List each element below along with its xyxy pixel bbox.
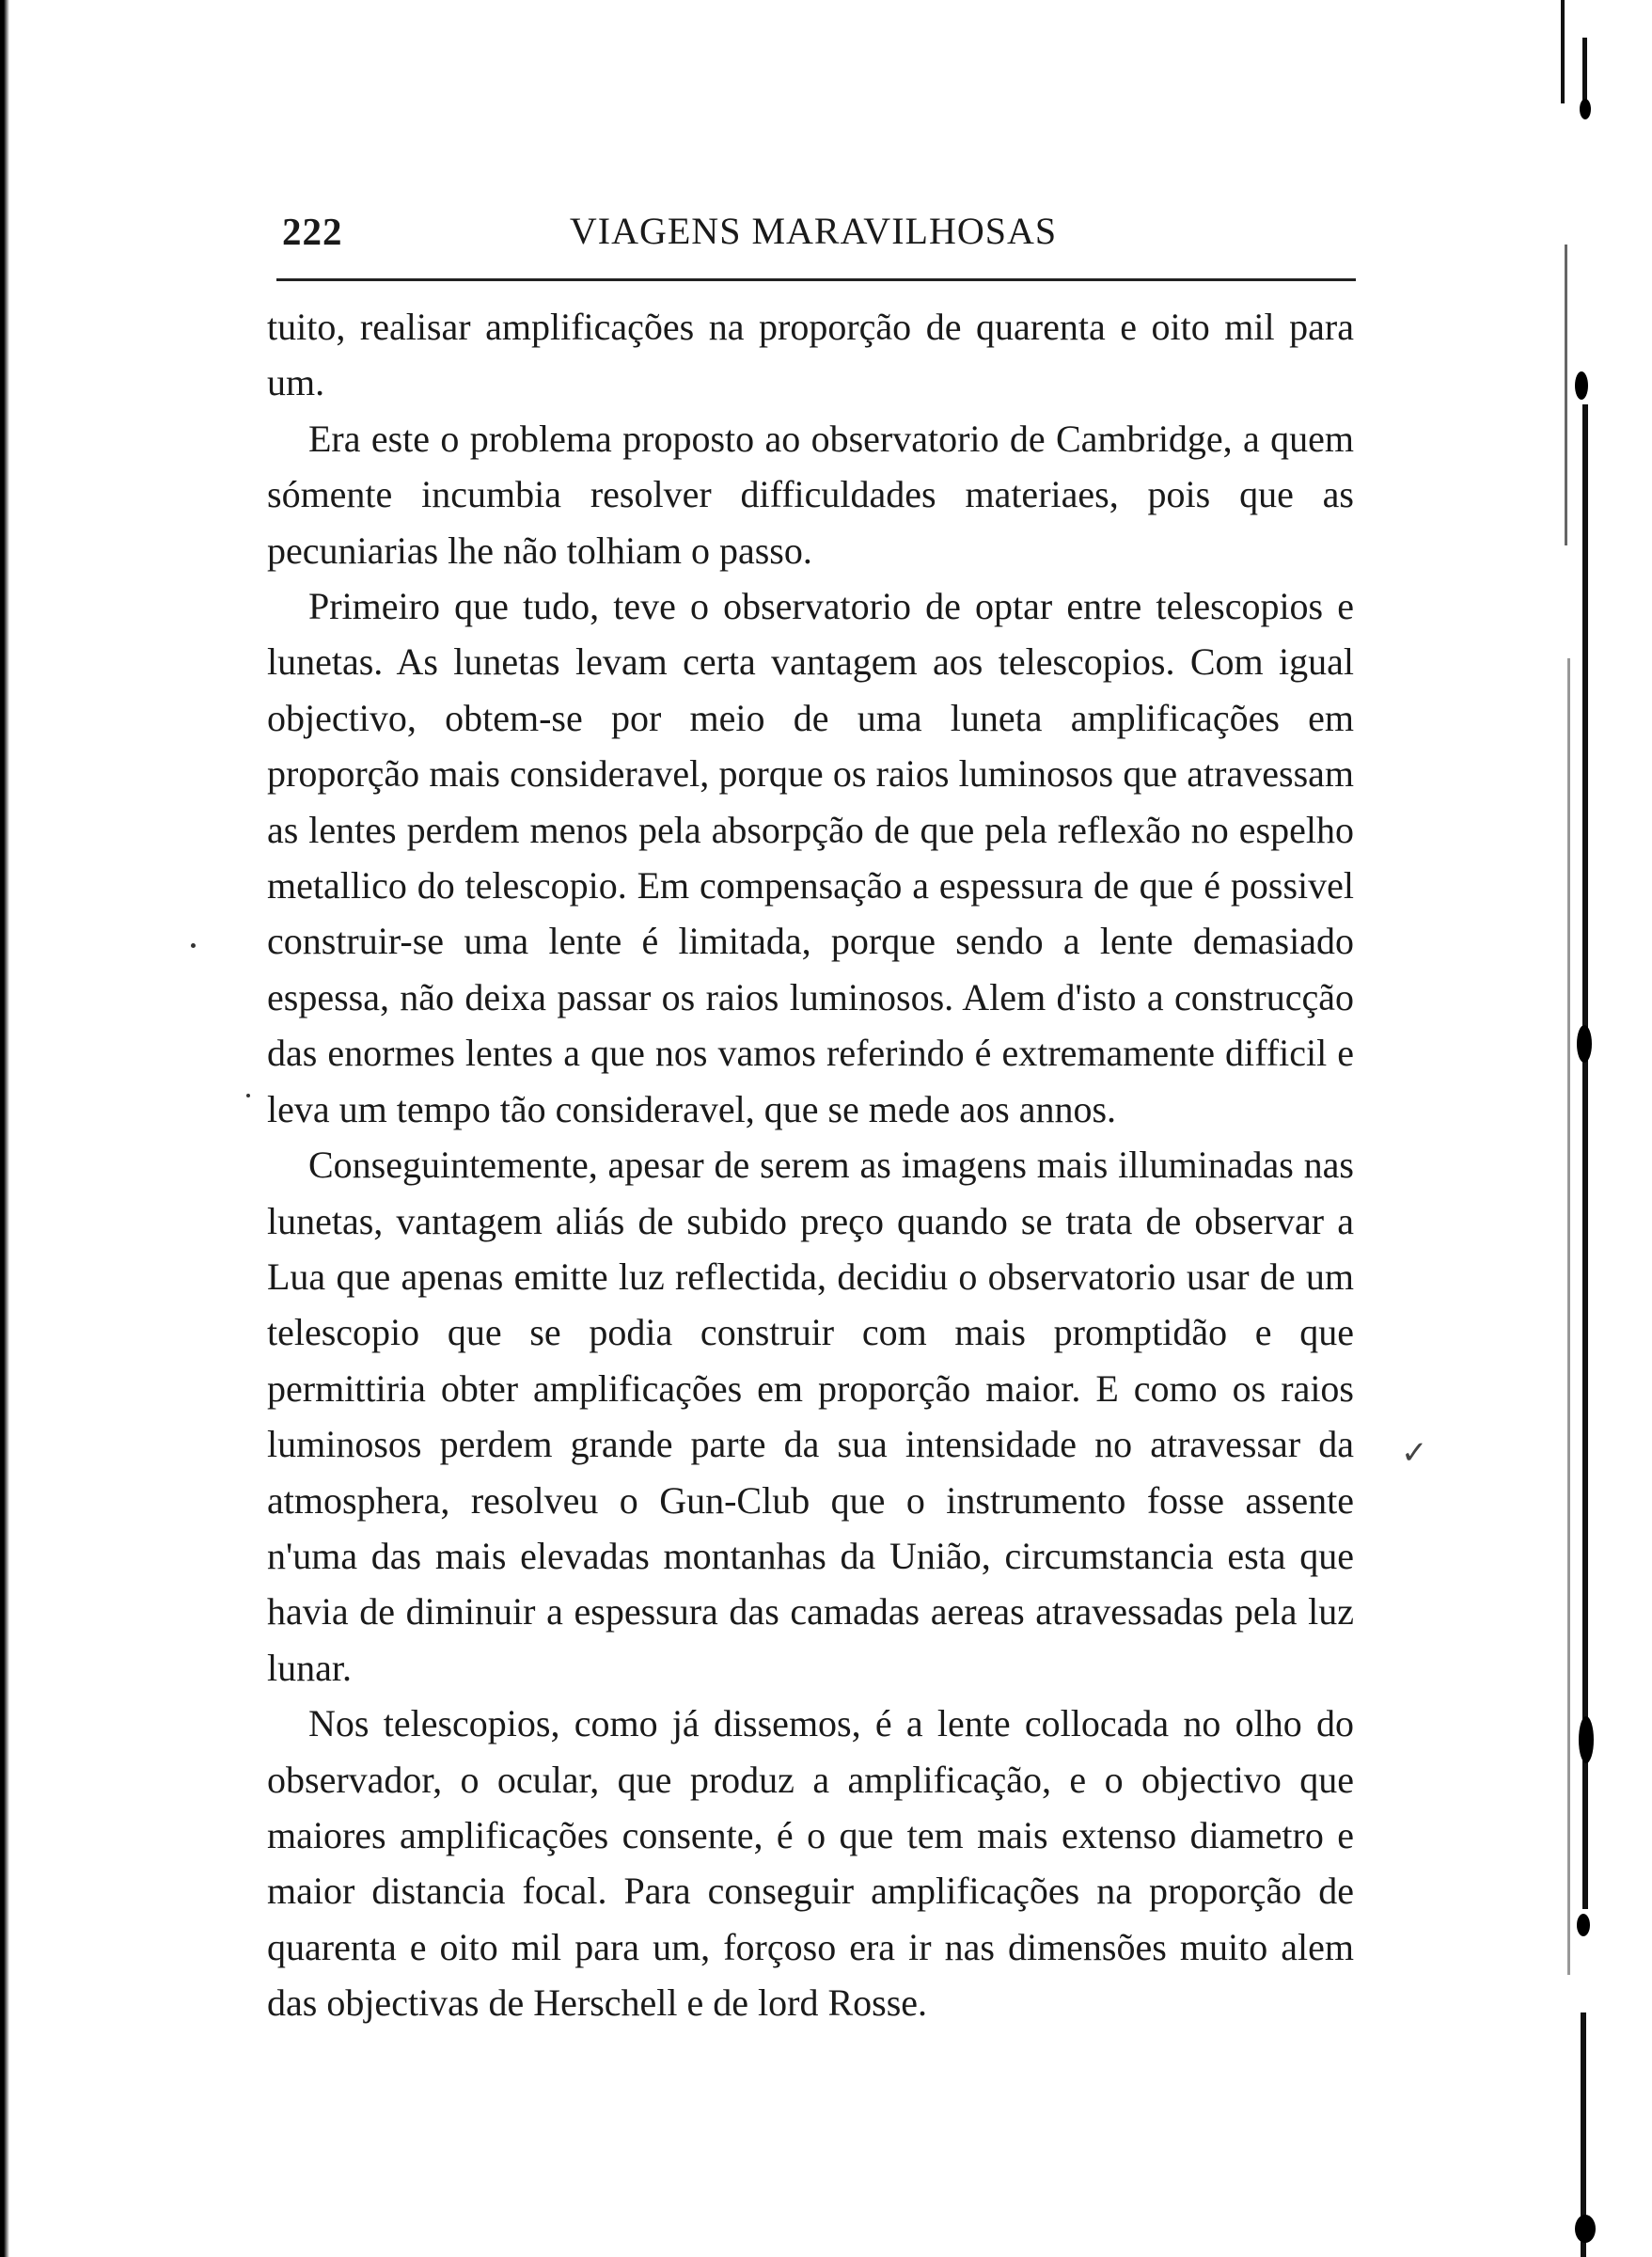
page-header bbox=[273, 209, 1354, 265]
paragraph: Primeiro que tudo, teve o observatorio de optar entre telescopios e lunetas. As lunetas levam certa vantagem aos telescopios. Com igual objectivo, obtem-se por meio de uma luneta amplificações em proporção mais consideravel, porque os raios luminosos que atravessam as lentes perdem menos pela absorpção de que pela reflexão no espelho metallico do telescopio. Em compensação a espessura de que é possivel construir-se uma lente é limitada, porque sendo a lente demasiado espessa, não deixa passar os raios luminosos. Alem d'isto a construcção das enormes lentes a que nos vamos referindo é extremamente difficil e leva um tempo tão consideravel, que se mede aos annos. bbox=[267, 585, 1354, 1130]
paragraph: tuito, realisar amplificações na proporção de quarenta e oito mil para um. bbox=[267, 306, 1354, 404]
paragraph: Era este o problema proposto ao observatorio de Cambridge, a quem sómente incumbia resolver difficuldades materiaes, pois que as pecuniarias lhe não tolhiam o passo. bbox=[267, 417, 1354, 572]
header-rule bbox=[276, 278, 1356, 281]
running-title: VIAGENS MARAVILHOSAS bbox=[569, 210, 1058, 252]
scan-left-edge bbox=[0, 0, 9, 2257]
book-page bbox=[263, 0, 1363, 2257]
margin-speck bbox=[191, 943, 196, 948]
margin-speck bbox=[246, 1094, 250, 1097]
paragraph: Conseguintemente, apesar de serem as imagens mais illuminadas nas lunetas, vantagem aliás de subido preço quando se trata de observar a Lua que apenas emitte luz reflectida, decidiu o observatorio usar de um telescopio que se podia construir com mais promptidão e que permittiria obter amplificações em proporção maior. E como os raios luminosos perdem grande parte da sua intensidade no atravessar da atmosphera, resolveu o Gun-Club que o instrumento fosse assente n'uma das mais elevadas montanhas da União, circumstancia esta que havia de diminuir a espessura das camadas aereas atravessadas pela luz lunar. bbox=[267, 1144, 1354, 1689]
page-number: 222 bbox=[282, 210, 343, 253]
paragraph: Nos telescopios, como já dissemos, é a lente collocada no olho do observador, o ocular, que produz a amplificação, e o objectivo que maiores amplificações consente, é o que tem mais extenso diametro e maior distancia focal. Para conseguir amplificações na proporção de quarenta e oito mil para um, forçoso era ir nas dimensões muito alem das objectivas de Herschell e de lord Rosse. bbox=[267, 1702, 1354, 2025]
body-text bbox=[267, 299, 1354, 2031]
margin-pencil-mark: ✓ bbox=[1401, 1436, 1428, 1471]
scan-right-binding bbox=[1556, 0, 1652, 2257]
